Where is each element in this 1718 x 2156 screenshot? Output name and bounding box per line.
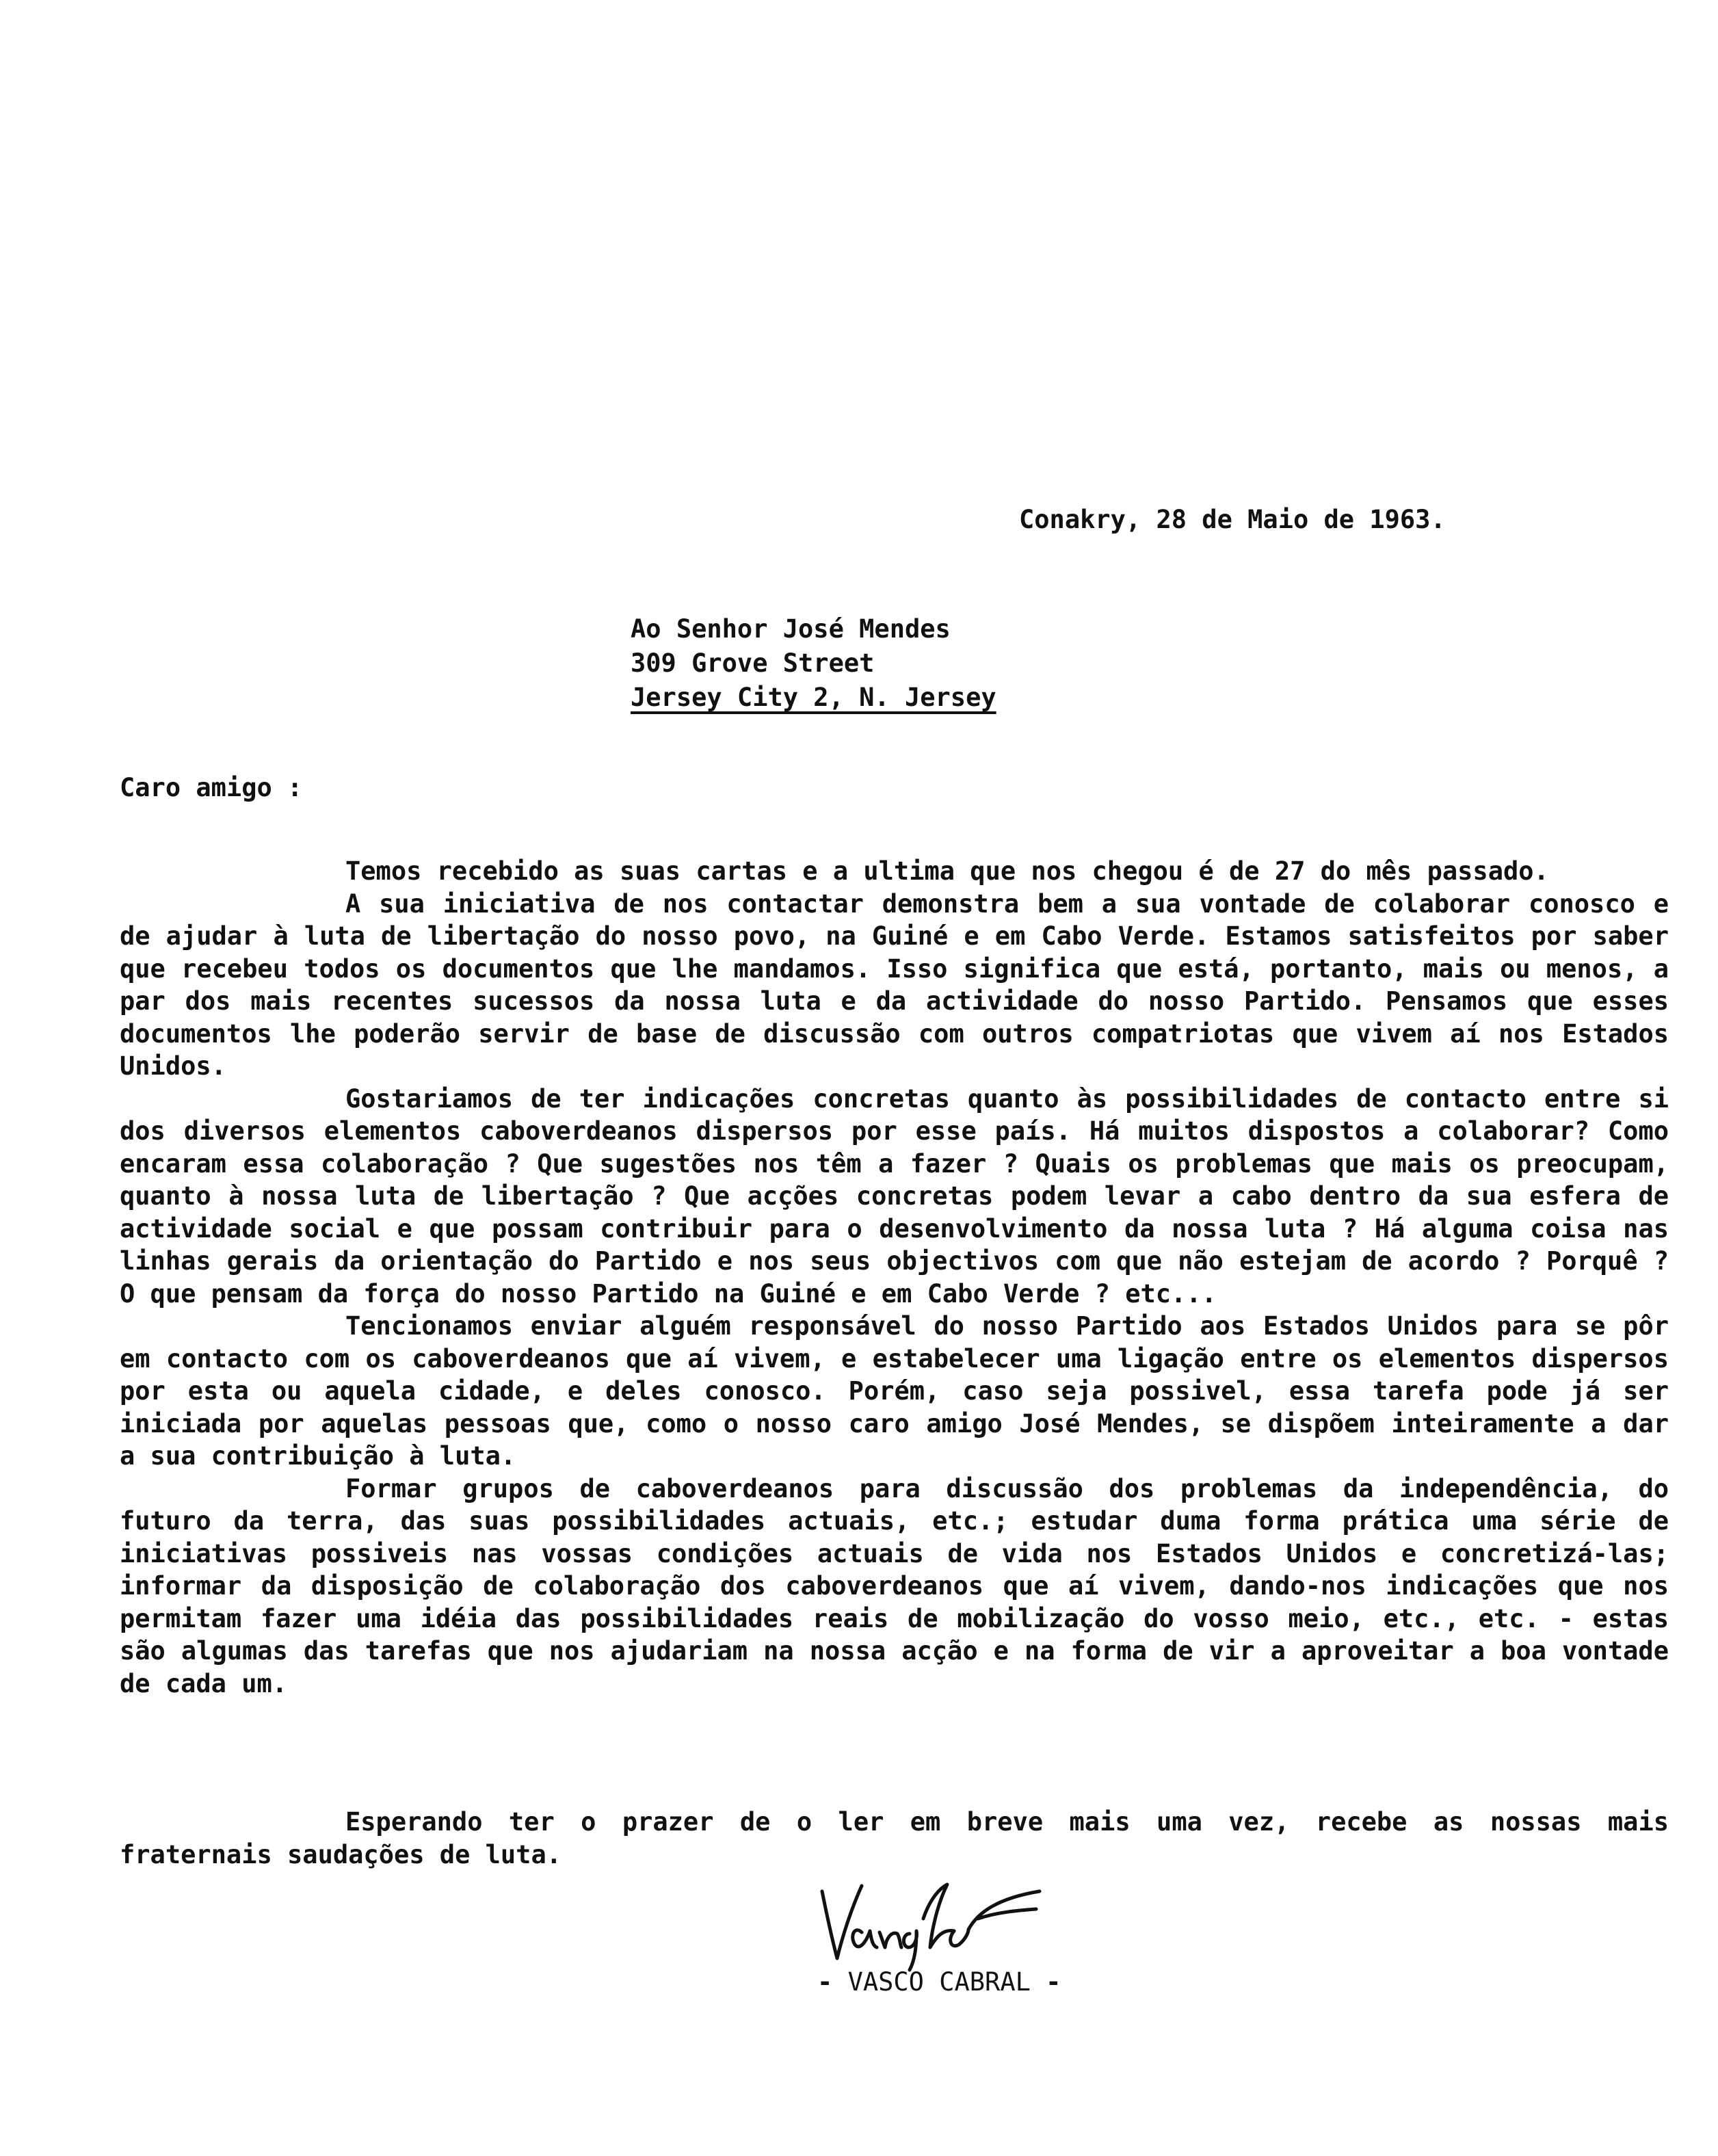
signature-dash-right: - [1046, 1967, 1061, 1997]
signature-dash-left: - [817, 1967, 833, 1997]
handwritten-signature [814, 1871, 1046, 1973]
paragraph: Formar grupos de caboverdeanos para discussão dos problemas da independência, do futuro da terra, das suas possibilidades actuais, etc.; estudar duma forma prática uma série de iniciativas possiveis nas vossas condições actuais de vida nos Estados Unidos e concretizá-las; informar da disposição de colaboração dos caboverdeanos que aí vivem, dando-nos indicações que nos permitam fazer uma idéia das possibilidades reais de mobilização do vosso meio, etc., etc. - estas são algumas das tarefas que nos ajudariam na nossa acção e na forma de vir a aproveitar a boa vontade de cada um. [120, 1473, 1669, 1698]
paragraph: Tencionamos enviar alguém responsável do nosso Partido aos Estados Unidos para se pôr em contacto com os caboverdeanos que aí vivem, e estabelecer uma ligação entre os elementos dispersos por esta ou aquela cidade, e deles conosco. Porém, caso seja possivel, essa tarefa pode já ser iniciada por aquelas pessoas que, como o nosso caro amigo José Mendes, se dispõem inteiramente a dar a sua contribuição à luta. [120, 1311, 1669, 1471]
signatory-name: VASCO CABRAL [847, 1967, 1031, 1997]
recipient-address [631, 612, 996, 715]
closing-paragraph [120, 1806, 1669, 1871]
place-date: Conakry, 28 de Maio de 1963. [1019, 505, 1446, 534]
paragraph: A sua iniciativa de nos contactar demonstra bem a sua vontade de colaborar conosco e de ajudar à luta de libertação do nosso povo, na Guiné e em Cabo Verde. Estamos satisfeitos por saber que recebeu todos os documentos que lhe mandamos. Isso significa que está, portanto, mais ou menos, a par dos mais recentes sucessos da nossa luta e da actividade do nosso Partido. Pensamos que esses documentos lhe poderão servir de base de discussão com outros compatriotas que vivem aí nos Estados Unidos. [120, 889, 1669, 1081]
letter-body [120, 855, 1669, 1700]
signatory-line [817, 1967, 1061, 1997]
recipient-name: Ao Senhor José Mendes [631, 614, 951, 644]
recipient-street: 309 Grove Street [631, 648, 875, 678]
paragraph: Gostariamos de ter indicações concretas quanto às possibilidades de contacto entre si dos diversos elementos caboverdeanos dispersos por esse país. Há muitos dispostos a colaborar? Como encaram essa colaboração ? Que sugestões nos têm a fazer ? Quais os problemas que mais os preocupam, quanto à nossa luta de libertação ? Que acções concretas podem levar a cabo dentro da sua esfera de actividade social e que possam contribuir para o desenvolvimento da nossa luta ? Há alguma coisa nas linhas gerais da orientação do Partido e nos seus objectivos com que não estejam de acordo ? Porquê ? O que pensam da força do nosso Partido na Guiné e em Cabo Verde ? etc... [120, 1083, 1669, 1309]
closing-text: Esperando ter o prazer de o ler em breve mais uma vez, recebe as nossas mais fraternais saudações de luta. [120, 1807, 1669, 1869]
salutation: Caro amigo : [120, 773, 303, 802]
recipient-city: Jersey City 2, N. Jersey [631, 683, 996, 712]
paragraph: Temos recebido as suas cartas e a ultima que nos chegou é de 27 do mês passado. [345, 856, 1549, 886]
